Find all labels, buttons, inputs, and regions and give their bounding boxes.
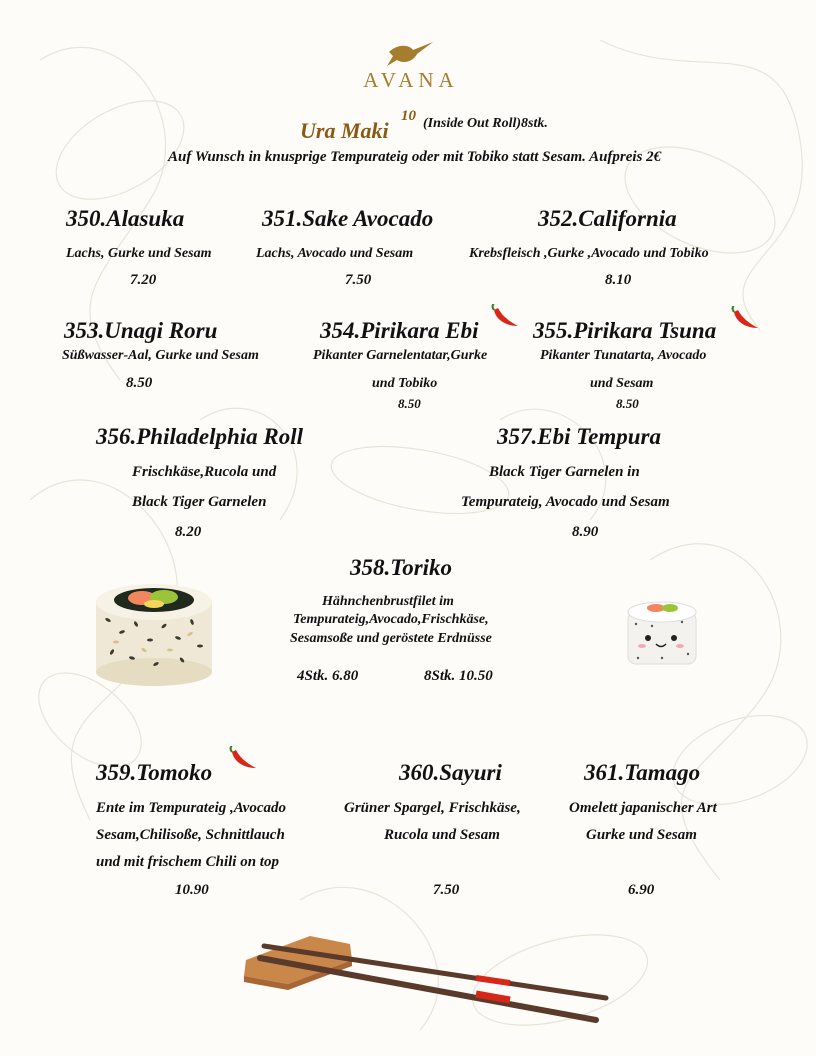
chili-pepper-icon	[488, 304, 520, 330]
item-price: 8.50	[398, 396, 421, 411]
item-desc: Pikanter Garnelentatar,Gurke	[313, 348, 488, 363]
item-desc: Black Tiger Garnelen in	[489, 464, 640, 480]
item-price: 6.90	[628, 882, 655, 898]
item-desc: Black Tiger Garnelen	[132, 494, 267, 510]
item-desc: Rucola und Sesam	[384, 827, 500, 843]
item-desc: Frischkäse,Rucola und	[132, 464, 277, 480]
section-note: Auf Wunsch in knusprige Tempurateig oder mit Tobiko statt Sesam. Aufpreis 2€	[168, 149, 662, 165]
item-price: 7.50	[433, 882, 460, 898]
section-title-superscript: 10	[401, 108, 416, 124]
item-title: 356.Philadelphia Roll	[96, 424, 304, 449]
item-price: 7.50	[345, 272, 372, 288]
item-title: 352.California	[538, 206, 677, 231]
section-subtitle: (Inside Out Roll)8stk.	[423, 116, 548, 131]
item-desc: Sesamsoße und geröstete Erdnüsse	[290, 631, 492, 646]
brand-name: AVANA	[363, 68, 459, 92]
item-desc: Krebsfleisch ,Gurke ,Avocado und Tobiko	[469, 246, 709, 261]
item-desc: Omelett japanischer Art	[569, 800, 717, 816]
item-price: 8.50	[616, 396, 639, 411]
item-price-small: 4Stk. 6.80	[297, 668, 359, 684]
item-price: 8.90	[572, 524, 599, 540]
item-desc: Hähnchenbrustfilet im	[322, 594, 454, 609]
item-desc: Grüner Spargel, Frischkäse,	[344, 800, 521, 816]
item-price-large: 8Stk. 10.50	[424, 668, 493, 684]
item-desc: Lachs, Gurke und Sesam	[66, 246, 212, 261]
item-desc: Tempurateig, Avocado und Sesam	[461, 494, 670, 510]
item-desc: Süßwasser-Aal, Gurke und Sesam	[62, 348, 259, 363]
chili-pepper-icon	[226, 746, 258, 772]
item-title: 358.Toriko	[350, 555, 453, 580]
item-desc: Tempurateig,Avocado,Frischkäse,	[293, 612, 489, 627]
item-title: 360.Sayuri	[399, 760, 502, 785]
item-desc: Ente im Tempurateig ,Avocado	[96, 800, 286, 816]
item-desc: Gurke und Sesam	[586, 827, 697, 843]
item-desc: Pikanter Tunatarta, Avocado	[540, 348, 707, 363]
item-desc: und Tobiko	[372, 376, 438, 391]
item-desc: und mit frischem Chili on top	[96, 854, 279, 870]
item-title: 359.Tomoko	[96, 760, 213, 785]
item-price: 8.50	[126, 375, 153, 391]
item-title: 351.Sake Avocado	[262, 206, 434, 231]
hummingbird-logo-icon	[383, 38, 435, 68]
item-price: 7.20	[130, 272, 157, 288]
item-title: 354.Pirikara Ebi	[320, 318, 479, 343]
chili-pepper-icon	[728, 306, 760, 332]
section-title: Ura Maki	[300, 118, 389, 143]
item-title: 361.Tamago	[584, 760, 701, 785]
chopsticks-illustration	[240, 926, 610, 1026]
item-price: 10.90	[175, 882, 209, 898]
kawaii-sushi-illustration	[622, 598, 702, 676]
item-price: 8.20	[175, 524, 202, 540]
item-title: 355.Pirikara Tsuna	[533, 318, 717, 343]
item-desc: und Sesam	[590, 376, 654, 391]
item-desc: Lachs, Avocado und Sesam	[256, 246, 414, 261]
item-title: 353.Unagi Roru	[64, 318, 218, 343]
sushi-roll-illustration	[92, 580, 216, 688]
item-title: 357.Ebi Tempura	[497, 424, 662, 449]
item-title: 350.Alasuka	[66, 206, 185, 231]
item-desc: Sesam,Chilisoße, Schnittlauch	[96, 827, 285, 843]
item-price: 8.10	[605, 272, 632, 288]
